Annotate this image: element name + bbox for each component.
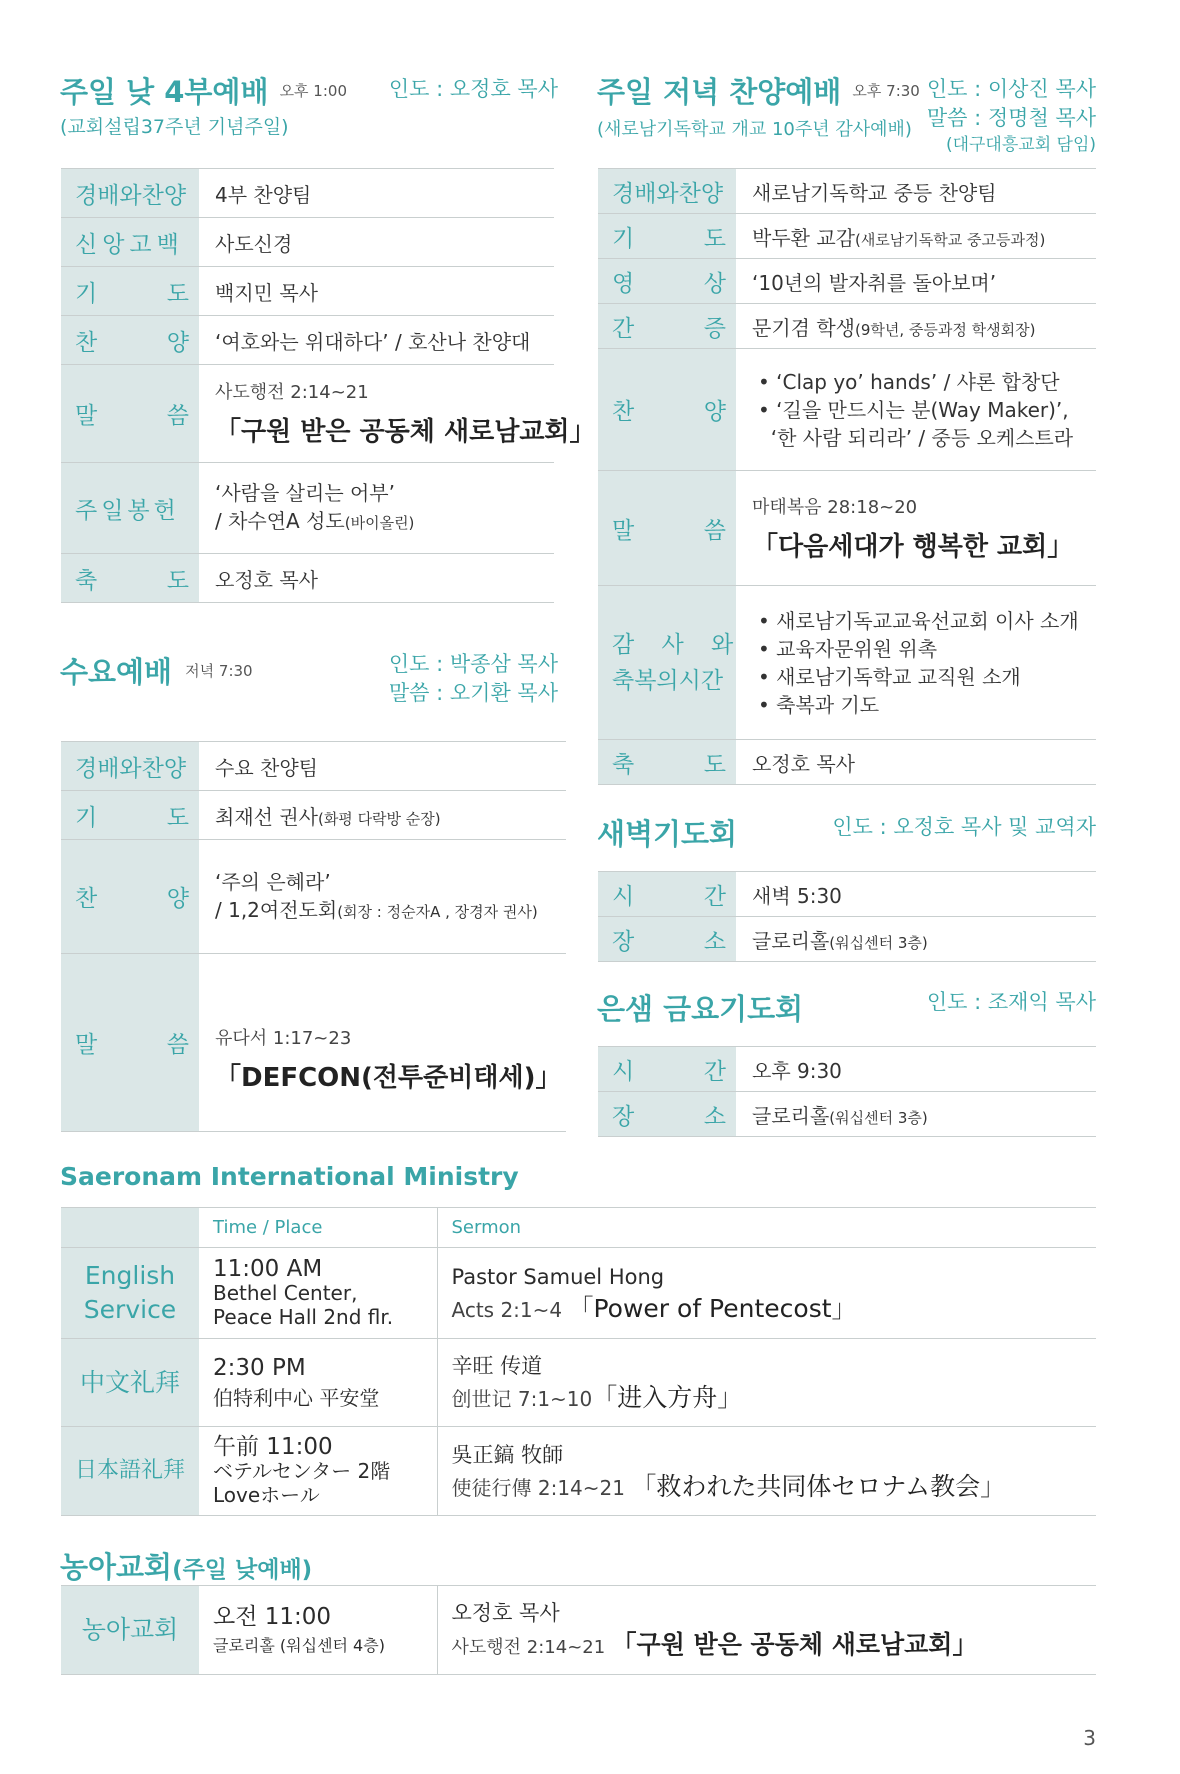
row-value: 글로리홀(워십센터 3층)	[736, 917, 1096, 962]
row-value: 수요 찬양팀	[199, 742, 566, 791]
friday-leader: 인도 : 조재익 목사	[926, 990, 1096, 1014]
sunday-evening-header	[597, 70, 920, 111]
row-value: 사도신경	[199, 218, 554, 267]
table-row	[61, 1248, 1096, 1339]
scripture-ref: 마태복음 28:18~20	[752, 496, 918, 518]
dawn-table	[598, 871, 1096, 962]
time-place-cell: 오전 11:00 글로리홀 (워십센터 4층)	[199, 1586, 437, 1675]
row-label: English Service	[61, 1248, 199, 1339]
row-label: 간 증	[598, 304, 736, 349]
scripture-ref: 유다서 1:17~23	[215, 1028, 352, 1049]
table-row	[598, 1047, 1096, 1092]
row-value: 오정호 목사	[199, 554, 554, 603]
row-label: 말 씀	[61, 365, 199, 463]
deaf-header	[60, 1545, 312, 1586]
sunday-evening-time: 오후 7:30	[852, 81, 920, 100]
row-label: 찬 양	[61, 840, 199, 954]
sunday-4th-time: 오후 1:00	[279, 81, 347, 100]
sermon-cell	[736, 471, 1096, 586]
row-value: 최재선 권사(화평 다락방 순장)	[199, 791, 566, 840]
sermon-cell	[199, 954, 566, 1132]
time-place-cell: 11:00 AM Bethel Center, Peace Hall 2nd flr.	[199, 1248, 437, 1339]
intl-title: Saeronam International Ministry	[60, 1162, 519, 1191]
wednesday-leader: 인도 : 박종삼 목사	[388, 652, 558, 676]
row-value: 박두환 교감(새로남기독학교 중고등과정)	[736, 214, 1096, 259]
row-value: 글로리홀(워십센터 3층)	[736, 1092, 1096, 1137]
row-value: ‘10년의 발자취를 돌아보며’	[736, 259, 1096, 304]
intl-table	[61, 1207, 1096, 1516]
table-row	[61, 218, 554, 267]
row-label: 축 도	[61, 554, 199, 603]
row-label: 日本語礼拜	[61, 1427, 199, 1516]
row-value: 오정호 목사	[736, 740, 1096, 785]
table-row	[61, 954, 566, 1132]
row-label: 경배와찬양	[61, 742, 199, 791]
row-label: 신앙고백	[61, 218, 199, 267]
sunday-evening-preacher: 말씀 : 정명철 목사	[926, 106, 1096, 130]
sermon-cell	[199, 365, 596, 463]
scripture-ref: 사도행전 2:14~21	[215, 382, 369, 403]
row-label: 기 도	[598, 214, 736, 259]
row-label: 장 소	[598, 917, 736, 962]
wednesday-time: 저녁 7:30	[185, 661, 253, 680]
wednesday-leaders	[389, 650, 558, 708]
row-value: 4부 찬양팀	[199, 169, 554, 218]
table-row	[61, 554, 554, 603]
row-label: 中文礼拜	[61, 1339, 199, 1427]
table-row	[61, 840, 566, 954]
row-label: 기 도	[61, 267, 199, 316]
row-label: 경배와찬양	[598, 169, 736, 214]
table-row	[61, 791, 566, 840]
friday-title: 은샘 금요기도회	[597, 992, 804, 1026]
table-row	[61, 365, 554, 463]
row-value: ‘여호와는 위대하다’ / 호산나 찬양대	[199, 316, 554, 365]
wednesday-title: 수요예배	[60, 655, 173, 689]
table-row	[61, 742, 566, 791]
sunday-4th-subtitle: (교회설립37주년 기념주일)	[60, 116, 289, 138]
row-label: 축 도	[598, 740, 736, 785]
row-value: 새벽 5:30	[736, 872, 1096, 917]
dawn-title: 새벽기도회	[597, 817, 738, 851]
choir-cell: ‘주의 은혜라’ / 1,2여전도회(회장 : 정순자A , 장경자 권사)	[199, 840, 566, 954]
row-label: 말 씀	[61, 954, 199, 1132]
row-label: 감 사 와 축복의시간	[598, 586, 736, 740]
sunday-evening-leaders	[927, 75, 1096, 157]
table-row	[61, 1339, 1096, 1427]
row-label: 농아교회	[61, 1586, 199, 1675]
row-label: 찬 양	[598, 349, 736, 471]
table-row	[598, 872, 1096, 917]
sermon-title: 「구원 받은 공동체 새로남교회」	[215, 417, 596, 447]
praise-list: • ‘Clap yo’ hands’ / 샤론 합창단 • ‘길을 만드시는 분(Way Maker)’, ‘한 사람 되리라’ / 중등 오케스트라	[736, 349, 1096, 471]
wednesday-table	[61, 741, 566, 1132]
table-row	[598, 471, 1096, 586]
row-label: 영 상	[598, 259, 736, 304]
deaf-title-sub: (주일 낮예배)	[172, 1557, 313, 1583]
time-place-cell: 午前 11:00 ベテルセンター 2階 Loveホール	[199, 1427, 437, 1516]
row-value: 백지민 목사	[199, 267, 554, 316]
page-number: 3	[1083, 1726, 1096, 1750]
table-row	[598, 169, 1096, 214]
sunday-evening-leader: 인도 : 이상진 목사	[926, 77, 1096, 101]
sunday-4th-title: 주일 낮 4부예배	[60, 75, 269, 109]
row-label: 장 소	[598, 1092, 736, 1137]
table-row	[598, 349, 1096, 471]
wednesday-header	[60, 650, 253, 691]
row-label: 시 간	[598, 1047, 736, 1092]
table-row	[598, 586, 1096, 740]
table-header-row	[61, 1208, 1096, 1248]
sermon-title: 「다음세대가 행복한 교회」	[752, 531, 1074, 562]
table-row	[598, 1092, 1096, 1137]
offering-cell: ‘사람을 살리는 어부’ / 차수연A 성도(바이올린)	[199, 463, 554, 554]
row-label: 찬 양	[61, 316, 199, 365]
col-time-place: Time / Place	[199, 1208, 437, 1248]
row-label: 기 도	[61, 791, 199, 840]
sunday-evening-title: 주일 저녁 찬양예배	[597, 75, 842, 109]
row-value: 새로남기독학교 중등 찬양팀	[736, 169, 1096, 214]
table-row	[61, 1427, 1096, 1516]
table-row	[61, 267, 554, 316]
table-row	[61, 463, 554, 554]
table-row	[598, 214, 1096, 259]
table-row	[598, 304, 1096, 349]
sermon-title: 「DEFCON(전투준비태세)」	[215, 1063, 562, 1093]
table-row	[598, 740, 1096, 785]
sunday-4th-header	[60, 70, 347, 111]
row-label: 말 씀	[598, 471, 736, 586]
sunday-4th-leader: 인도 : 오정호 목사	[388, 77, 558, 101]
wednesday-preacher: 말씀 : 오기환 목사	[388, 681, 558, 705]
row-label: 주일봉헌	[61, 463, 199, 554]
table-row	[61, 1586, 1096, 1675]
col-sermon: Sermon	[437, 1208, 1096, 1248]
dawn-leader: 인도 : 오정호 목사 및 교역자	[832, 815, 1096, 839]
deaf-title: 농아교회	[60, 1550, 173, 1584]
sunday-evening-preacher-note: (대구대흥교회 담임)	[945, 135, 1096, 155]
sermon-cell: Pastor Samuel Hong Acts 2:1~4 「Power of Pentecost」	[437, 1248, 1096, 1339]
sermon-cell: 辛旺 传道 创世记 7:1~10「进入方舟」	[437, 1339, 1096, 1427]
table-row	[61, 316, 554, 365]
row-value: 오후 9:30	[736, 1047, 1096, 1092]
time-place-cell: 2:30 PM 伯特利中心 平安堂	[199, 1339, 437, 1427]
sunday-evening-table	[598, 168, 1096, 785]
table-row	[61, 169, 554, 218]
deaf-table	[61, 1585, 1096, 1675]
sunday-4th-table	[61, 168, 596, 603]
sermon-cell: 오정호 목사 사도행전 2:14~21 「구원 받은 공동체 새로남교회」	[437, 1586, 1096, 1675]
row-label: 경배와찬양	[61, 169, 199, 218]
row-value: 문기겸 학생(9학년, 중등과정 학생회장)	[736, 304, 1096, 349]
friday-table	[598, 1046, 1096, 1137]
sermon-cell: 吳正鎬 牧師 使徒行傳 2:14~21 「救われた共同体セロナム教会」	[437, 1427, 1096, 1516]
sunday-evening-subtitle: (새로남기독학교 개교 10주년 감사예배)	[597, 119, 912, 140]
blessing-list: • 새로남기독교교육선교회 이사 소개 • 교육자문위원 위촉 • 새로남기독학교 교직원 소개 • 축복과 기도	[736, 586, 1096, 740]
table-row	[598, 259, 1096, 304]
row-label: 시 간	[598, 872, 736, 917]
table-row	[598, 917, 1096, 962]
